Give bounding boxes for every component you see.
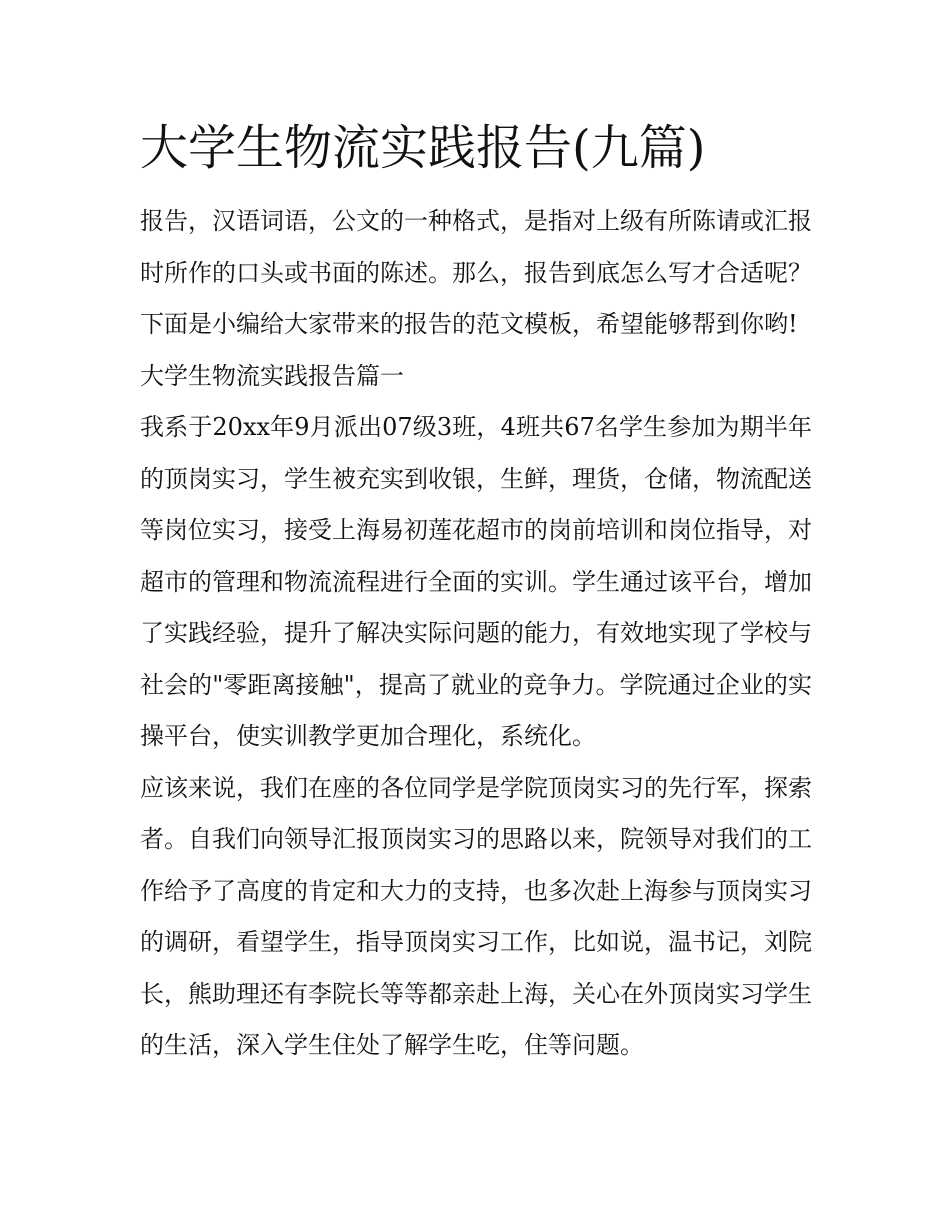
body-paragraph: 应该来说，我们在座的各位同学是学院顶岗实习的先行军，探索者。自我们向领导汇报顶岗实习的思路以来，院领导对我们的工作给予了高度的肯定和大力的支持，也多次赴上海参与顶岗实习的调研，看望学生，指导顶岗实习工作，比如说，温书记，刘院长，熊助理还有李院长等等都亲赴上海，关心在外顶岗实习学生的生活，深入学生住处了解学生吃，住等问题。 xyxy=(140,773,812,1059)
intro-paragraph: 报告，汉语词语，公文的一种格式，是指对上级有所陈请或汇报时所作的口头或书面的陈述。那么，报告到底怎么写才合适呢？下面是小编给大家带来的报告的范文模板，希望能够帮到你哟! xyxy=(140,207,812,338)
section-heading: 大学生物流实践报告篇一 xyxy=(140,361,404,390)
document-body xyxy=(140,196,812,1072)
body-paragraph: 我系于20xx年9月派出07级3班，4班共67名学生参加为期半年的顶岗实习，学生被充实到收银，生鲜，理货，仓储，物流配送等岗位实习，接受上海易初莲花超市的岗前培训和岗位指导，对超市的管理和物流流程进行全面的实训。学生通过该平台，增加了实践经验，提升了解决实际问题的能力，有效地实现了学校与社会的"零距离接触"，提高了就业的竞争力。学院通过企业的实操平台，使实训教学更加合理化，系统化。 xyxy=(140,413,812,750)
document-title: 大学生物流实践报告(九篇) xyxy=(140,120,706,176)
